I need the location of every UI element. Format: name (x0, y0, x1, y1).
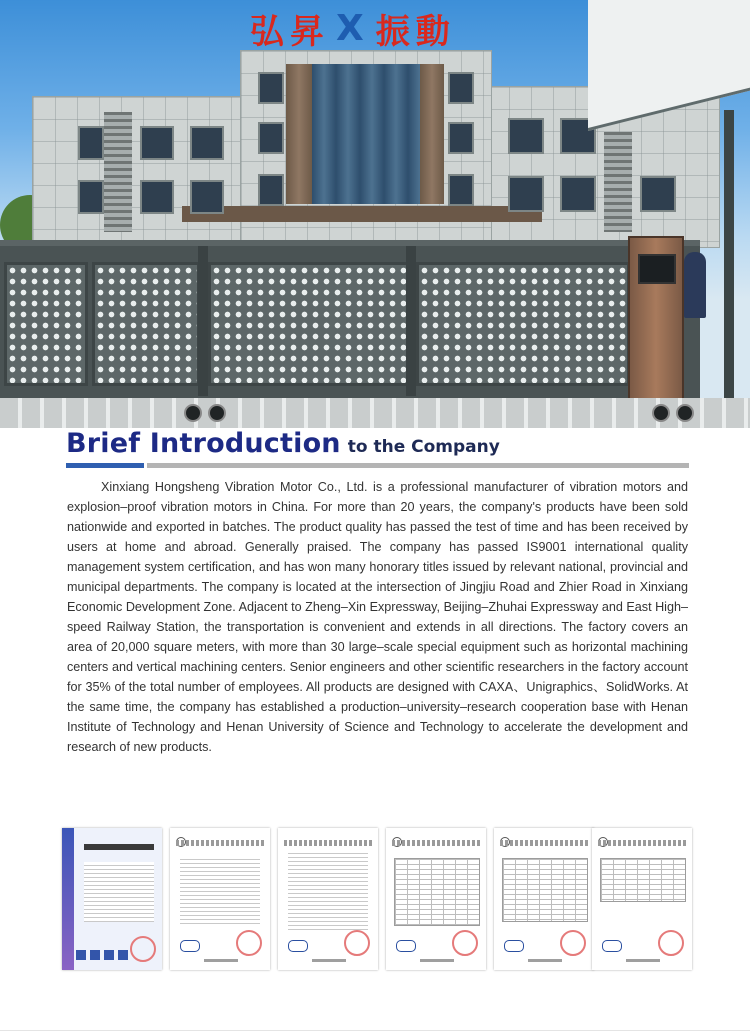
certificate-table (394, 858, 480, 926)
certification-logos (76, 950, 132, 960)
ccc-mark-icon (602, 940, 622, 952)
window (190, 180, 224, 214)
window (448, 72, 474, 104)
certificate-ccc-appendix (592, 828, 692, 970)
certificate-text (288, 850, 368, 930)
certificate-table (600, 858, 686, 902)
section-heading (66, 428, 706, 462)
window (258, 122, 284, 154)
window (190, 126, 224, 160)
window (140, 126, 174, 160)
window (78, 180, 104, 214)
seal-icon (130, 936, 156, 962)
gate-panel (92, 262, 200, 386)
gate-post (198, 246, 208, 396)
gate-panel (208, 262, 410, 386)
heading-rule (147, 463, 689, 468)
gate-wheel (652, 404, 670, 422)
window (640, 176, 676, 212)
facade-column (420, 64, 444, 204)
window (78, 126, 104, 160)
gate-wheel (208, 404, 226, 422)
certificate-ccc-english (278, 828, 378, 970)
window (140, 180, 174, 214)
certificate-header (598, 840, 686, 846)
window (448, 122, 474, 154)
seal-icon (560, 930, 586, 956)
certificate-ccc (170, 828, 270, 970)
gate-panel (4, 262, 88, 386)
window (258, 174, 284, 206)
factory-photo (0, 0, 750, 428)
certificate-title (84, 844, 154, 850)
certificate-header (284, 840, 372, 846)
gate-control-pillar (628, 236, 684, 410)
gate-panel (416, 262, 630, 386)
gate-post (406, 246, 416, 396)
sliding-gate (0, 240, 700, 411)
control-screen (638, 254, 676, 284)
ccc-mark-icon (288, 940, 308, 952)
canopy-column (724, 110, 734, 410)
certificate-ccc-appendix (386, 828, 486, 970)
company-logo-icon: X (336, 7, 370, 49)
glass-facade (312, 64, 420, 204)
certificate-ccc-appendix (494, 828, 594, 970)
heading-main: Brief Introduction (66, 428, 341, 459)
certificate-gallery (62, 828, 690, 972)
certificate-text (84, 862, 154, 922)
gate-wheel (676, 404, 694, 422)
window (448, 174, 474, 206)
certificate-header (500, 840, 588, 846)
ground (0, 398, 750, 428)
gate-wheel (184, 404, 202, 422)
facade-column (286, 64, 312, 204)
seal-icon (344, 930, 370, 956)
sign-text-right: 振動 (375, 11, 456, 52)
certificate-header (176, 840, 264, 846)
window (508, 118, 544, 154)
certificate-table (502, 858, 588, 922)
rooftop-sign (250, 7, 490, 52)
certificate-header (392, 840, 480, 846)
entrance-canopy (182, 206, 542, 222)
ccc-mark-icon (504, 940, 524, 952)
seal-icon (452, 930, 478, 956)
heading-rule-accent (66, 463, 144, 468)
certificate-quality-system (62, 828, 162, 970)
certificate-footer (204, 959, 238, 962)
louver-vent (104, 112, 132, 232)
building-left-wing (32, 96, 246, 248)
page-bottom-border (0, 1030, 750, 1031)
certificate-footer (626, 959, 660, 962)
seal-icon (236, 930, 262, 956)
seal-icon (658, 930, 684, 956)
company-introduction: Xinxiang Hongsheng Vibration Motor Co., Ltd. is a professional manufacturer of vibration motors and explosion–proof vibration motors in China. For more than 20 years, the company's products have been sold nationwide and exported in batches. The product quality has passed the test of time and has been received by users at home and abroad. Generally praised. The company has passed IS9001 international quality management system certification, and has won many honorary titles issued by relevant national, provincial and municipal departments. The company is located at the intersection of Jingjiu Road and Zhier Road in Xinxiang Economic Development Zone. Adjacent to Zheng–Xin Expressway, Beijing–Zhuhai Expressway and East High–speed Railway Station, the transportation is convenient and extends in all directions. The factory covers an area of 20,000 square meters, with more than 30 large–scale special equipment such as horizontal machining centers and vertical machining centers. Senior engineers and other scientific researchers in the factory account for 35% of the total number of employees. All products are designed with CAXA、Unigraphics、SolidWorks. At the same time, the company has established a production–university–research cooperation base with Henan Institute of Technology and Henan University of Science and Technology to accelerate the development and research of new products. (67, 480, 688, 754)
certificate-text (180, 856, 260, 926)
security-guard (684, 252, 706, 318)
certificate-footer (312, 959, 346, 962)
certificate-footer (420, 959, 454, 962)
window (258, 72, 284, 104)
heading-sub: to the Company (347, 437, 500, 457)
certificate-footer (528, 959, 562, 962)
louver-vent (604, 132, 632, 232)
sign-text-left: 弘昇 (250, 11, 330, 52)
certificate-border (62, 828, 74, 970)
ccc-mark-icon (180, 940, 200, 952)
window (508, 176, 544, 212)
ccc-mark-icon (396, 940, 416, 952)
window (560, 176, 596, 212)
